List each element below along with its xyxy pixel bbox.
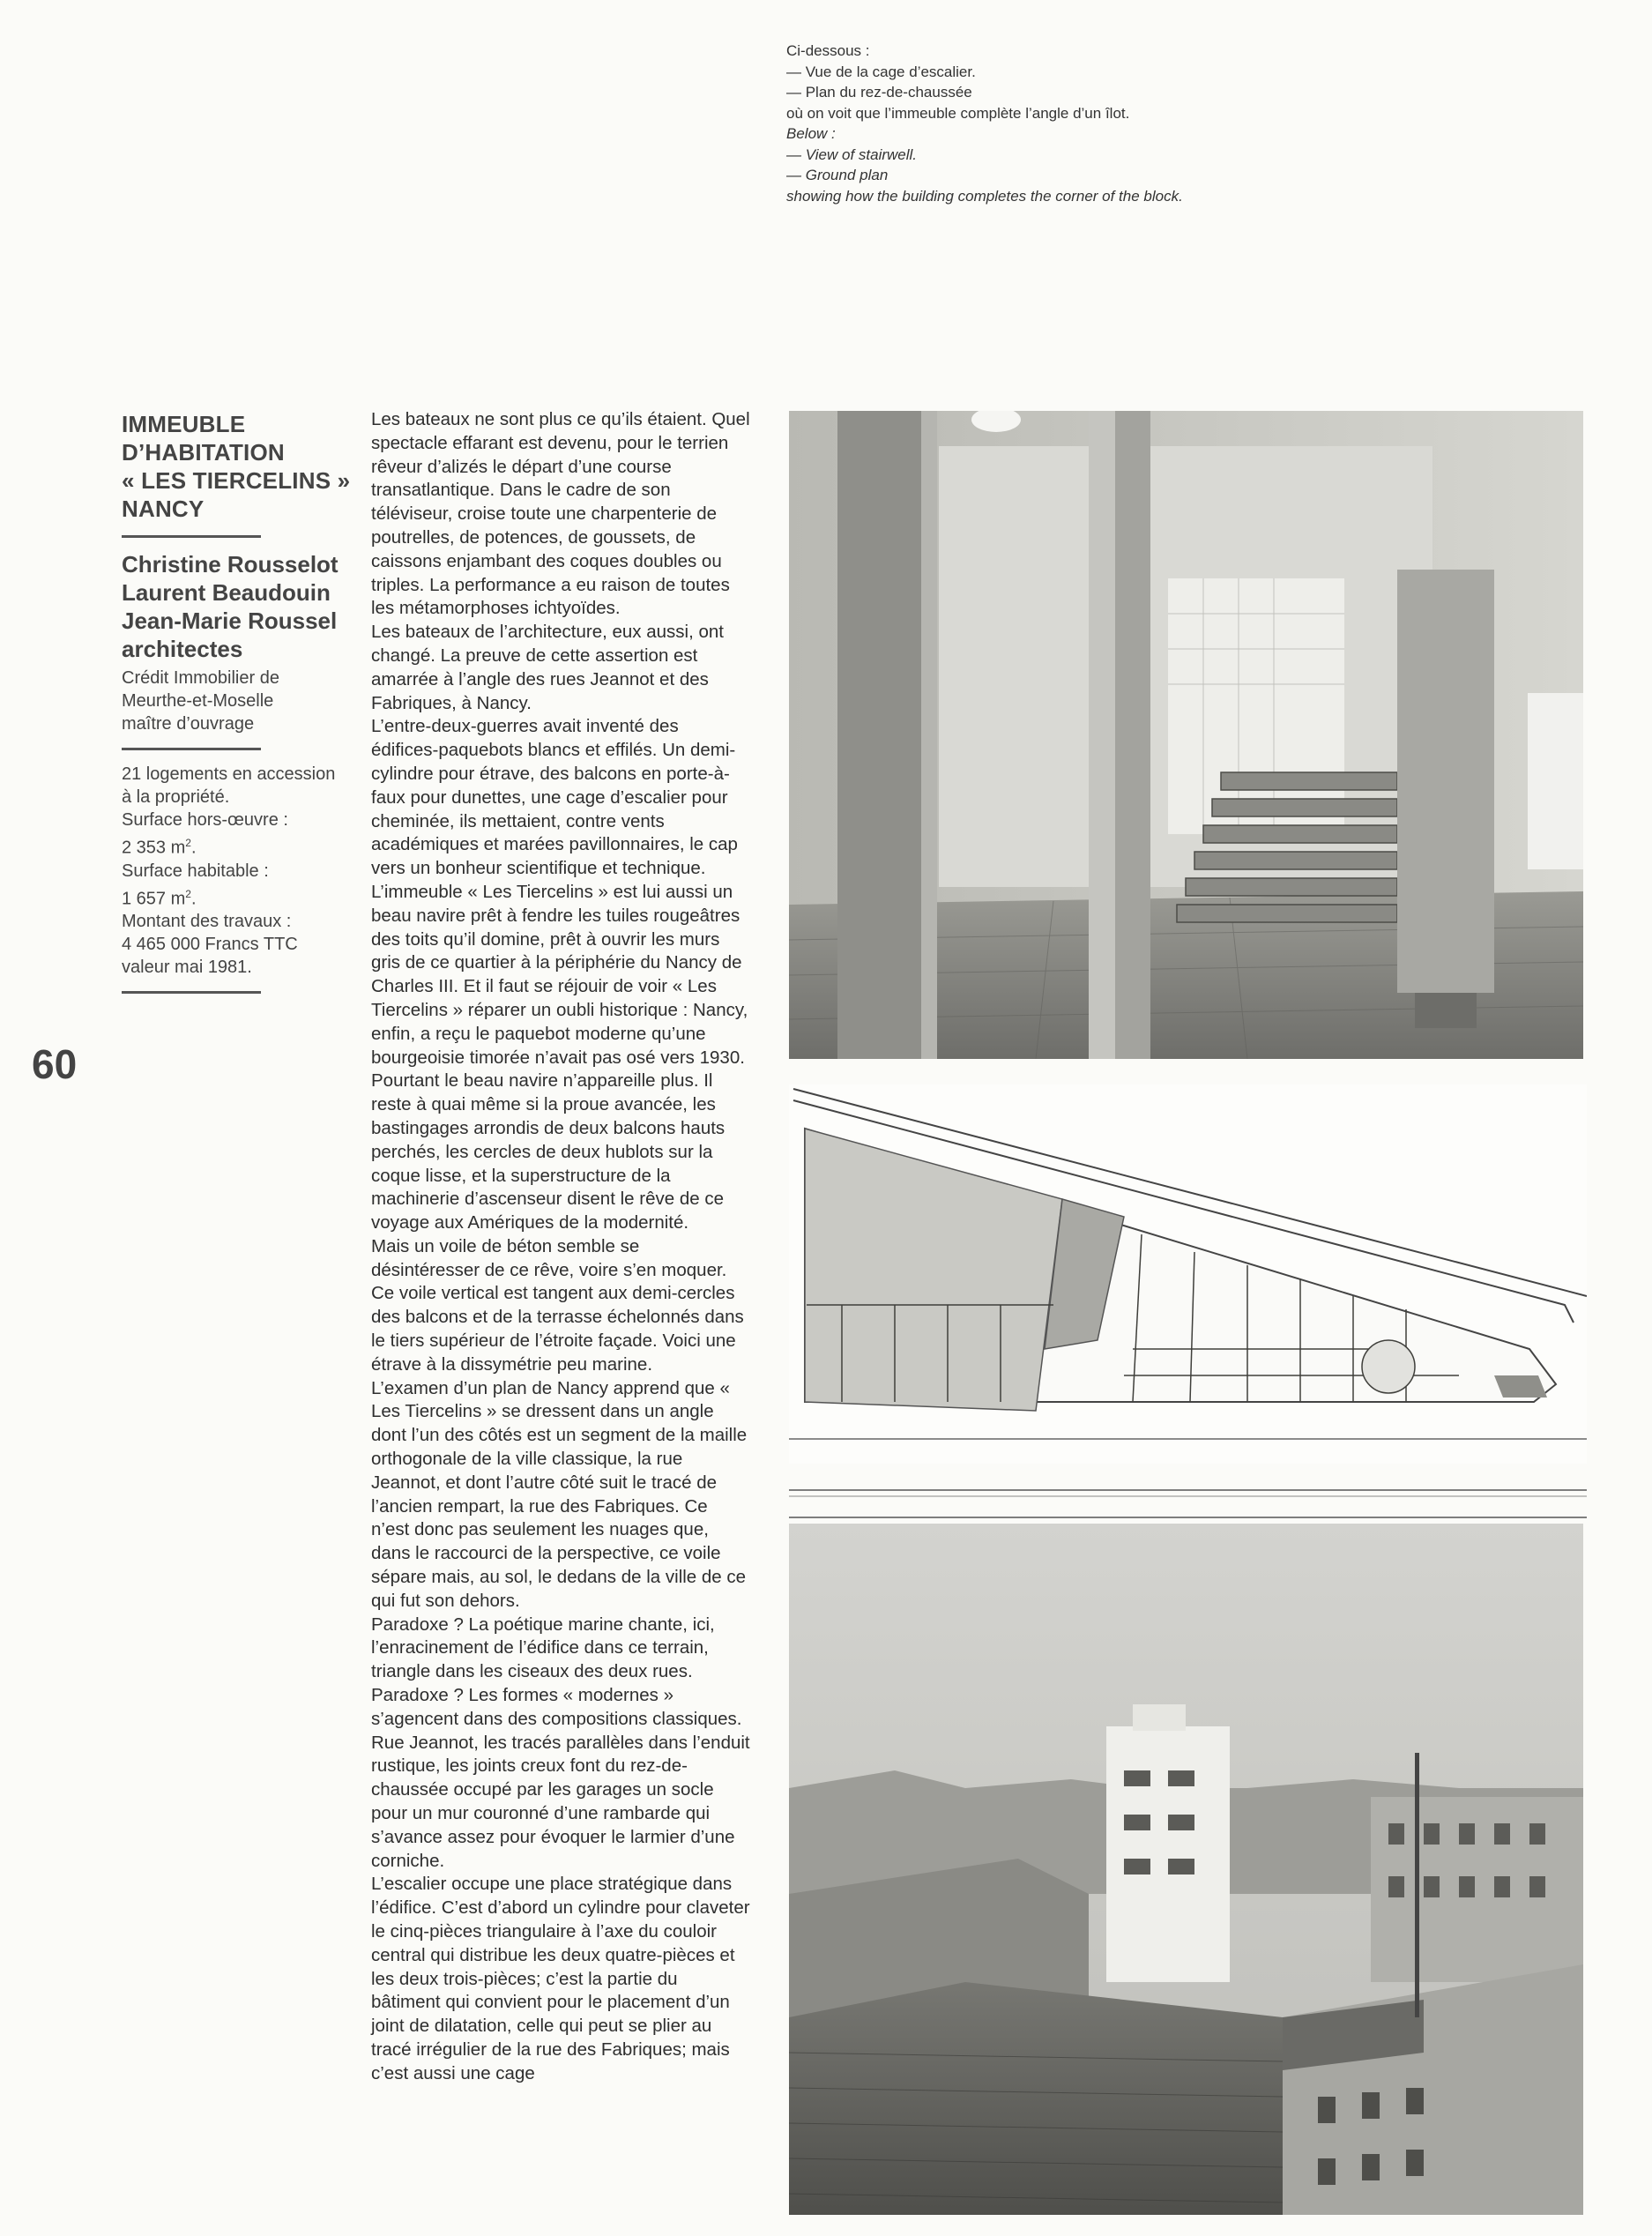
fact-line: 1 657 $m^2$. xyxy=(122,887,197,909)
architects xyxy=(122,550,368,663)
fact-line: Montant des travaux : xyxy=(122,912,292,932)
stairwell-photo xyxy=(789,411,1583,1059)
caption-en-line: showing how the building completes the corner of the block. xyxy=(786,187,1183,205)
paragraph: Pourtant le beau navire n’appareille plus. Il reste à quai même si la proue avancée, les bastingages arrondis de deux balcons hauts perchés, les cercles de deux hublots sur la coque lisse, et la superstructure de la machinerie d’ascenseur disent le rêve de ce voyage aux Amériques de la modernité. xyxy=(371,1070,726,1234)
architect-name: Jean-Marie Roussel xyxy=(122,607,338,634)
page-number: 60 xyxy=(32,1041,78,1087)
architect-role: architectes xyxy=(122,636,243,662)
fact-value: 1 657 m xyxy=(122,889,186,909)
paragraph: L’escalier occupe une place stratégique dans l’édifice. C’est d’abord un cylindre pour claveter le cinq-pièces triangulaire à l’axe du couloir central qui distribue les deux quatre-pièces et les deux trois-pièces; c’est la partie du bâtiment qui convient pour le placement d’un joint de dilatation, celle qui peut se plier au tracé irrégulier de la rue des Fabriques; mais c’est aussi une cage xyxy=(371,1874,750,2083)
fact-line: 2 353 $m^2$. xyxy=(122,837,197,858)
project-title-line: D’HABITATION xyxy=(122,439,285,466)
fact-value: 2 353 m xyxy=(122,838,186,858)
project-title-line: IMMEUBLE xyxy=(122,411,246,437)
paragraph: L’entre-deux-guerres avait inventé des édifices-paquebots blancs et effilés. Un demi-cylindre pour étrave, des balcons en porte-à-faux pour dunettes, une cage d’escalier pour cheminée, ils mettaient, contre vents académiques et marées pavillonnaires, le cap vers un bonheur scientifique et technique. xyxy=(371,716,738,879)
client xyxy=(122,667,368,735)
project-title-line: « LES TIERCELINS » xyxy=(122,467,351,494)
client-line: Meurthe-et-Moselle xyxy=(122,691,274,711)
caption-en-head: Below : xyxy=(786,125,836,142)
article-body xyxy=(371,408,750,2086)
caption-fr-line: où on voit que l’immeuble complète l’angle d’un îlot. xyxy=(786,104,1130,122)
divider xyxy=(122,535,261,538)
architect-name: Laurent Beaudouin xyxy=(122,579,331,606)
figure-caption xyxy=(786,41,1280,206)
client-line: Crédit Immobilier de xyxy=(122,668,279,688)
project-info xyxy=(122,410,368,1006)
caption-en-line: — View of stairwell. xyxy=(786,145,918,163)
caption-fr-line: — Vue de la cage d’escalier. xyxy=(786,63,976,80)
plan-street-edge xyxy=(789,1486,1587,1521)
paragraph: Les bateaux ne sont plus ce qu’ils étaient. Quel spectacle effarant est devenu, pour le terrien rêveur d’alizés le départ d’une course transatlantique. Dans le cadre de son téléviseur, croise toute une charpenterie de poutrelles, de potences, de goussets, de caissons enjambant des coques doubles ou triples. La performance a eu raison de toutes les métamorphoses ichtyoïdes. xyxy=(371,409,750,619)
paragraph: Les bateaux de l’architecture, eux aussi, ont changé. La preuve de cette assertion est amarrée à l’angle des rues Jeannot et des Fabriques, à Nancy. xyxy=(371,622,724,713)
client-line: maître d’ouvrage xyxy=(122,714,255,734)
street-view-photo xyxy=(789,1524,1583,2215)
paragraph: Rue Jeannot, les tracés parallèles dans l’enduit rustique, les joints creux font du rez-de-chaussée occupé par les garages un socle pour un mur couronné d’une rambarde qui s’avance assez pour évoquer le larmier d’une corniche. xyxy=(371,1732,750,1871)
architect-name: Christine Rousselot xyxy=(122,551,339,578)
caption-fr-line: — Plan du rez-de-chaussée xyxy=(786,84,972,101)
fact-line: 4 465 000 Francs TTC xyxy=(122,935,298,955)
divider xyxy=(122,748,261,750)
paragraph: L’examen d’un plan de Nancy apprend que « Les Tiercelins » se dressent dans un angle dont l’un des côtés est un segment de la maille orthogonale de la ville classique, la rue Jeannot, et dont l’autre côté suit le tracé de l’ancien rempart, la rue des Fabriques. Ce n’est donc pas seulement les nuages que, dans le raccourci de la perspective, ce voile sépare mais, au sol, le dedans de la ville de ce qui fut son dehors. xyxy=(371,1377,748,1611)
fact-line: à la propriété. xyxy=(122,787,230,807)
ground-plan xyxy=(789,1084,1587,1464)
project-title xyxy=(122,410,368,523)
caption-fr-head: Ci-dessous : xyxy=(786,42,870,59)
fact-line: 21 logements en accession xyxy=(122,764,336,784)
superscript: 2 xyxy=(185,837,191,849)
fact-line: valeur mai 1981. xyxy=(122,958,252,978)
paragraph: Mais un voile de béton semble se désintéresser de ce rêve, voire s’en moquer. Ce voile vertical est tangent aux demi-cercles des balcons et de la terrasse échelonnés dans le tiers supérieur de l’étroite façade. Voici une étrave à la dissymétrie peu marine. xyxy=(371,1235,744,1375)
divider xyxy=(122,991,261,994)
paragraph: L’immeuble « Les Tiercelins » est lui aussi un beau navire prêt à fendre les tuiles rougeâtres des toits qu’il domine, prêt à ouvrir les murs gris de ce quartier à la périphérie du Nancy de Charles III. Et il faut se réjouir de voir « Les Tiercelins » réparer un oubli historique : Nancy, enfin, a reçu le paquebot moderne qu’une bourgeoisie timorée n’avait pas osé vers 1930. xyxy=(371,881,748,1068)
caption-en-line: — Ground plan xyxy=(786,167,889,183)
superscript: 2 xyxy=(185,887,191,900)
paragraph: Paradoxe ? La poétique marine chante, ici, l’enracinement de l’édifice dans ce terrain, triangle dans les ciseaux des deux rues. xyxy=(371,1614,715,1682)
fact-line: Surface hors-œuvre : xyxy=(122,810,288,830)
fact-line: Surface habitable : xyxy=(122,861,269,881)
project-title-line: NANCY xyxy=(122,496,205,522)
project-facts xyxy=(122,763,368,979)
paragraph: Paradoxe ? Les formes « modernes » s’agencent dans des compositions classiques. xyxy=(371,1685,742,1729)
